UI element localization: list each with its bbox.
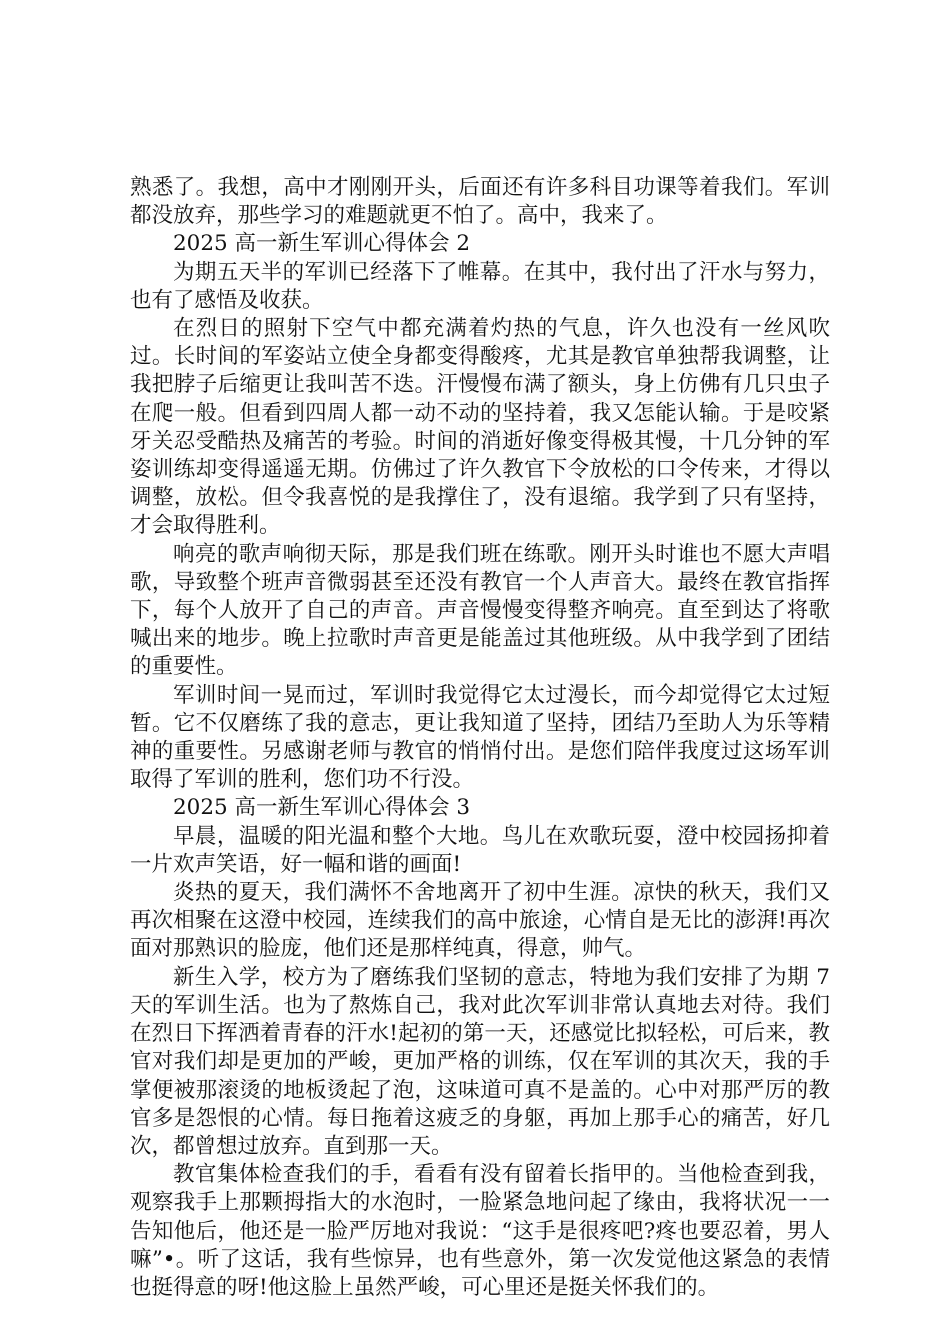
section-heading: 2025 高一新生军训心得体会 2 [173, 231, 471, 257]
paragraph: 军训时间一晃而过，军训时我觉得它太过漫长，而今却觉得它太过短暂。它不仅磨练了我的意志，更让我知道了坚持，团结乃至助人为乐等精神的重要性。另感谢老师与教官的悄悄付出。是您们陪伴我度过这场军训取得了军训的胜利，您们功不行没。 [130, 682, 830, 793]
section-heading: 2025 高一新生军训心得体会 3 [173, 795, 471, 821]
paragraph: 早晨，温暖的阳光温和整个大地。鸟儿在欢歌玩耍，澄中校园扬抑着一片欢声笑语，好一幅和谐的画面! [130, 823, 830, 877]
paragraph: 新生入学，校方为了磨练我们坚韧的意志，特地为我们安排了为期 7 天的军训生活。也为了熬炼自己，我对此次军训非常认真地去对待。我们在烈日下挥洒着青春的汗水!起初的第一天，还感觉比拟轻松，可后来，教官对我们却是更加的严峻，更加严格的训练，仅在军训的其次天，我的手掌便被那滚烫的地板烫起了泡，这味道可真不是盖的。心中对那严厉的教官多是怨恨的心情。每日拖着这疲乏的身躯，再加上那手心的痛苦，好几次，都曾想过放弃。直到那一天。 [130, 964, 830, 1159]
paragraph: 熟悉了。我想，高中才刚刚开头，后面还有许多科目功课等着我们。军训都没放弃，那些学习的难题就更不怕了。高中，我来了。 [130, 175, 830, 229]
paragraph: 为期五天半的军训已经落下了帷幕。在其中，我付出了汗水与努力，也有了感悟及收获。 [130, 259, 830, 313]
paragraph: 教官集体检查我们的手，看看有没有留着长指甲的。当他检查到我，观察我手上那颗拇指大的水泡时，一脸紧急地问起了缘由，我将状况一一告知他后，他还是一脸严厉地对我说：“这手是很疼吧?疼也要忍着，男人嘛”•。听了这话，我有些惊异，也有些意外，第一次发觉他这紧急的表情也挺得意的呀!他这脸上虽然严峻，可心里还是挺关怀我们的。 [130, 1162, 830, 1300]
paragraph: 响亮的歌声响彻天际，那是我们班在练歌。刚开头时谁也不愿大声唱歌，导致整个班声音微弱甚至还没有教官一个人声音大。最终在教官指挥下，每个人放开了自己的声音。声音慢慢变得整齐响亮。直至到达了将歌喊出来的地步。晚上拉歌时声音更是能盖过其他班级。从中我学到了团结的重要性。 [130, 541, 830, 680]
document-body [130, 174, 830, 1302]
paragraph: 炎热的夏天，我们满怀不舍地离开了初中生涯。凉快的秋天，我们又再次相聚在这澄中校园，连续我们的高中旅途，心情自是无比的澎湃!再次面对那熟识的脸庞，他们还是那样纯真，得意，帅气。 [130, 880, 830, 962]
paragraph: 在烈日的照射下空气中都充满着灼热的气息，许久也没有一丝风吹过。长时间的军姿站立使全身都变得酸疼，尤其是教官单独帮我调整，让我把脖子后缩更让我叫苦不迭。汗慢慢布满了额头，身上仿佛有几只虫子在爬一般。但看到四周人都一动不动的坚持着，我又怎能认输。于是咬紧牙关忍受酷热及痛苦的考验。时间的消逝好像变得极其慢，十几分钟的军姿训练却变得遥遥无期。仿佛过了许久教官下令放松的口令传来，才得以调整，放松。但令我喜悦的是我撑住了，没有退缩。我学到了只有坚持，才会取得胜利。 [130, 316, 830, 539]
